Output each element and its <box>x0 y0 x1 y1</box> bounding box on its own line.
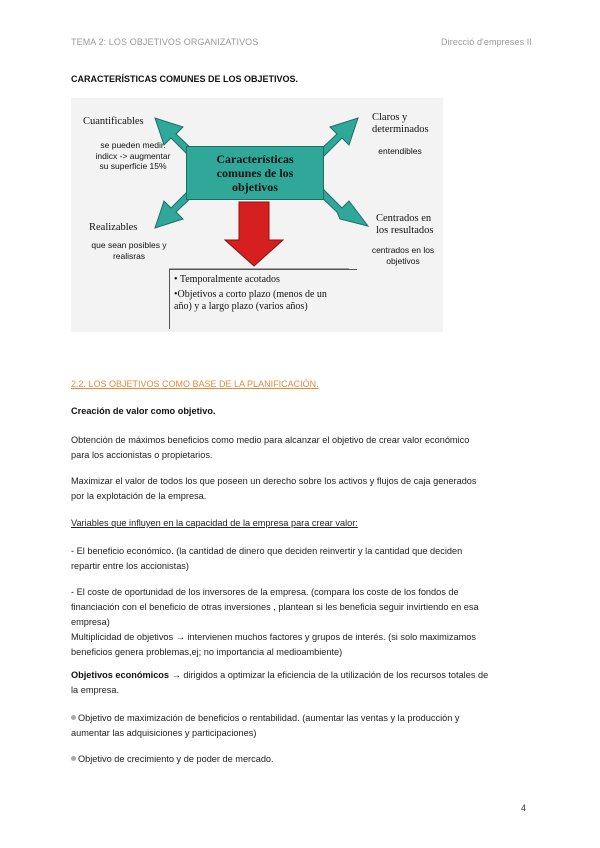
variables-heading: Variables que influyen en la capacidad de la empresa para crear valor: <box>71 518 358 528</box>
arrow-down <box>225 202 283 266</box>
subsection-link[interactable]: 2.2. LOS OBJETIVOS COMO BASE DE LA PLANIFICACIÓN. <box>71 379 319 389</box>
econ-rest: → dirigidos a optimizar la eficiencia de la utilización de los recursos totales de <box>169 670 489 680</box>
b1-line-2: aumentar las adquisiciones y participaciones) <box>71 728 257 738</box>
label-realizables: Realizables <box>89 222 138 233</box>
note-cuantificables-1: se pueden medir. <box>100 140 166 150</box>
header-left: TEMA 2: LOS OBJETIVOS ORGANIZATIVOS <box>71 37 259 47</box>
note-centrados-2: objetivos <box>386 255 420 266</box>
paragraph-1 <box>71 433 529 463</box>
econ-bold: Objetivos económicos <box>71 670 170 680</box>
b1-line-1 <box>71 711 529 726</box>
center-box <box>186 146 324 200</box>
note-centrados-1: centrados en los <box>371 245 435 255</box>
p1-line-1: Obtención de máximos beneficios como medio para alcanzar el objetivo de crear valor económico <box>71 435 470 445</box>
economic-objectives <box>71 668 529 698</box>
page-number: 4 <box>521 803 527 813</box>
temporal-line-3: año) y a largo plazo (varios años) <box>174 301 308 312</box>
section-title: CARACTERÍSTICAS COMUNES DE LOS OBJETIVOS. <box>71 74 299 84</box>
b2-line-1 <box>71 752 529 767</box>
bullet-1 <box>71 711 529 741</box>
note-centrados <box>365 245 441 266</box>
arrow-top-right <box>319 118 358 156</box>
mult-line-1: Multiplicidad de objetivos → intervienen muchos factores y grupos de interés. (si solo maximizamos <box>71 632 476 642</box>
label-cuantificables: Cuantificables <box>83 116 144 127</box>
note-cuantificables-3: su superficie 15% <box>99 161 167 171</box>
mult-line-2: beneficios genera problemas,ej; no importancia al medioambiente) <box>71 647 343 657</box>
note-cuantificables-2: indicx -> augmentar <box>95 150 171 161</box>
note-realizables <box>77 240 181 261</box>
v1-line-2: repartir entre los accionistas) <box>71 561 189 571</box>
temporal-box <box>169 269 357 329</box>
note-realizables-2: realisras <box>112 250 146 261</box>
center-line-2: comunes de los <box>216 166 294 180</box>
label-centrados-2: los resultados <box>376 225 434 236</box>
econ-line-2: la empresa. <box>71 685 120 695</box>
center-line-1: Características <box>216 152 294 166</box>
label-claros <box>372 112 429 136</box>
b1-text: Objetivo de maximización de beneficios o rentabilidad. (aumentar las ventas y la producción y <box>78 713 460 723</box>
arrow-bottom-right <box>319 190 368 226</box>
creation-title: Creación de valor como objetivo. <box>71 406 216 416</box>
center-line-3: objetivos <box>231 180 278 194</box>
v1-line-1: - El beneficio económico. (la cantidad de dinero que deciden reinvertir y la cantidad que deciden <box>71 546 463 556</box>
label-centrados <box>376 213 433 237</box>
label-claros-1: Claros y <box>372 112 408 123</box>
v2-line-3: empresa) <box>71 617 110 627</box>
bullet-2 <box>71 752 529 767</box>
note-realizables-1: que sean posibles y <box>91 240 167 250</box>
note-claros: entendibles <box>378 146 422 156</box>
note-cuantificables <box>81 140 185 172</box>
variable-2 <box>71 585 529 660</box>
v2-line-1: - El coste de oportunidad de los inversores de la empresa. (compara los coste de los fondos de <box>71 587 459 597</box>
temporal-line-1: • Temporalmente acotados <box>174 274 280 285</box>
variable-1 <box>71 544 529 574</box>
header-right: Direcció d'empreses II <box>441 37 532 47</box>
label-claros-2: determinados <box>372 124 429 135</box>
temporal-line-2: •Objetivos a corto plazo (menos de un <box>174 288 327 300</box>
p2-line-1: Maximizar el valor de todos los que poseen un derecho sobre los activos y flujos de caja generados <box>71 476 477 486</box>
bullet-dot-icon <box>71 756 76 761</box>
b2-text: Objetivo de crecimiento y de poder de mercado. <box>78 754 274 764</box>
bullet-dot-icon <box>71 715 76 720</box>
v2-line-2: financiación con el beneficio de otras inversiones , plantean si les beneficia seguir invirtiendo en esa <box>71 602 479 612</box>
econ-line-1 <box>71 668 529 683</box>
characteristics-diagram <box>71 98 443 332</box>
paragraph-2 <box>71 474 529 504</box>
label-centrados-1: Centrados en <box>376 213 432 224</box>
p2-line-2: por la explotación de la empresa. <box>71 491 207 501</box>
p1-line-2: para los accionistas o propietarios. <box>71 450 213 460</box>
